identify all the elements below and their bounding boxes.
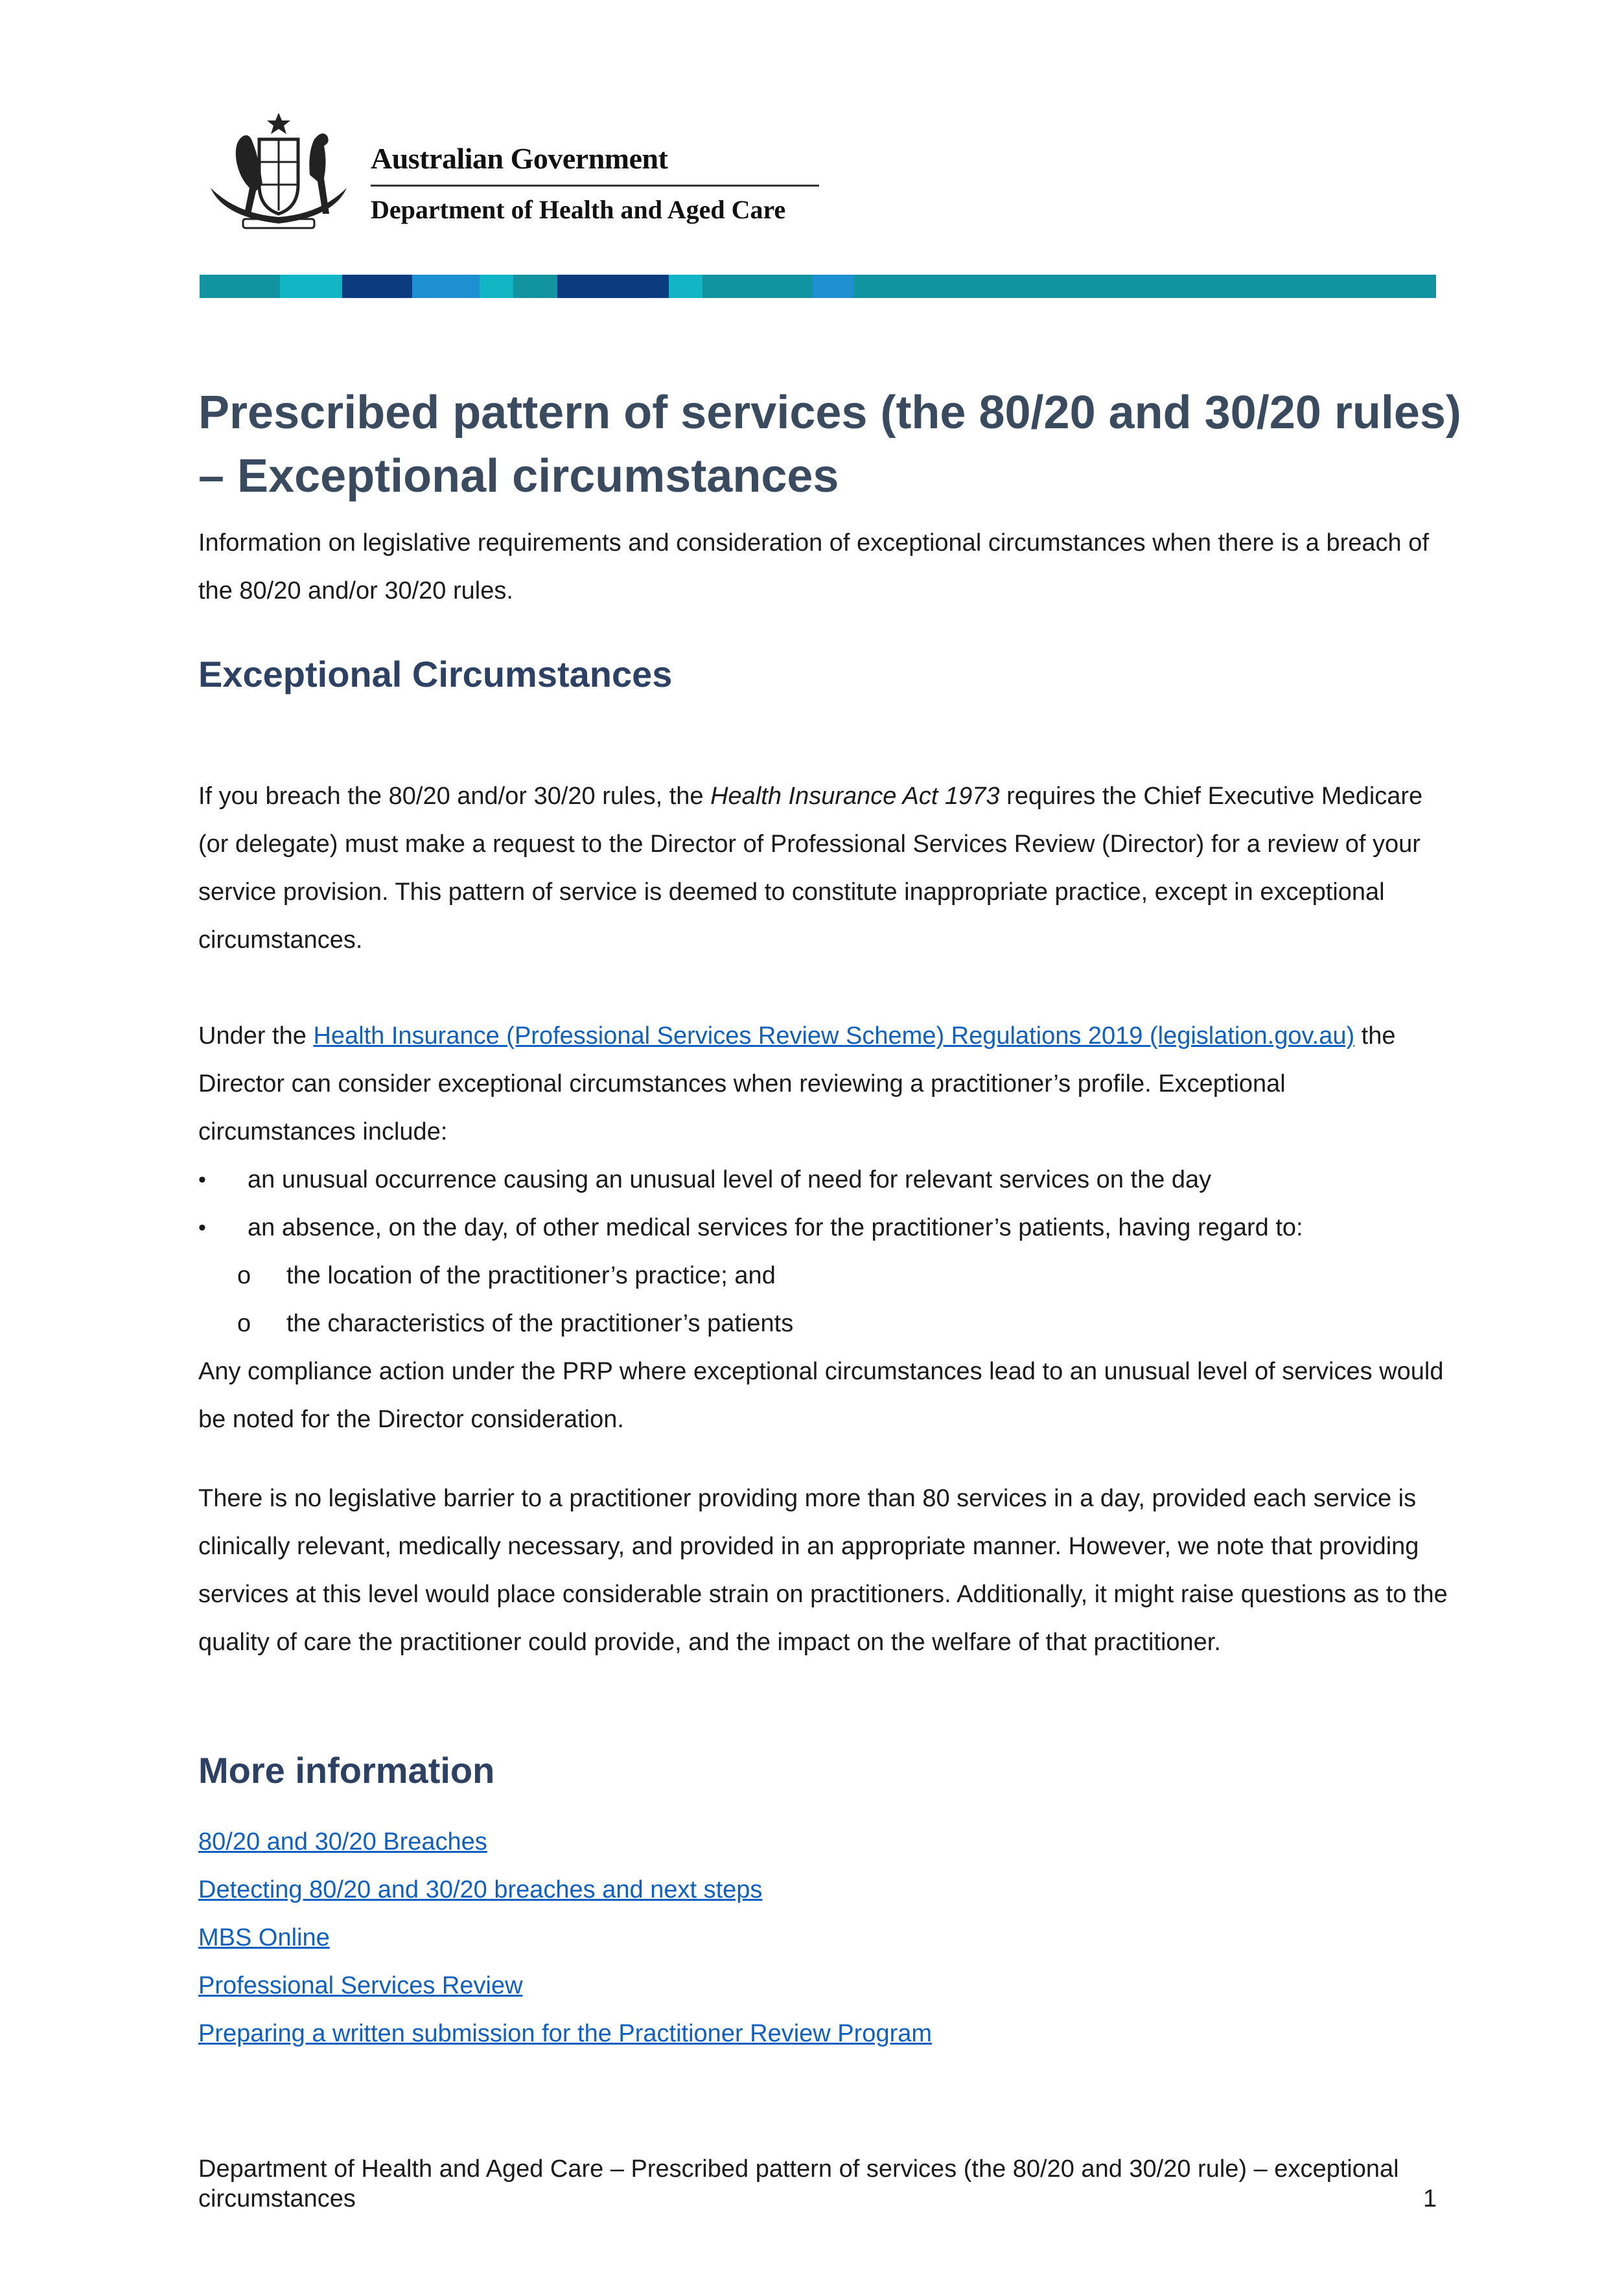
paragraph-text: If you breach the 80/20 and/or 30/20 rules, the bbox=[198, 783, 711, 810]
bullet-marker: • bbox=[198, 1167, 206, 1192]
band-segment bbox=[669, 275, 702, 298]
section-heading-exceptional: Exceptional Circumstances bbox=[198, 654, 673, 695]
paragraph-legislative-barrier: There is no legislative barrier to a practitioner providing more than 80 services in a day, provided each service is clinically relevant, medically necessary, and provided in an appropriate manner. However, we note that providing services at this level would place considerable strain on practitioners. Additionally, it might raise questions as to the quality of care the practitioner could provide, and the impact on the welfare of that practitioner. bbox=[198, 1485, 1448, 1656]
bullet-marker: • bbox=[198, 1215, 206, 1240]
band-segment bbox=[412, 275, 480, 298]
sub-bullet-text: the location of the practitioner’s practice; and bbox=[286, 1262, 776, 1289]
sub-bullet-marker: o bbox=[237, 1310, 251, 1337]
paragraph-text: the Director can consider exceptional circumstances when reviewing a practitioner’s profile. Exceptional circumstances include: bbox=[198, 1022, 1396, 1145]
link-breaches[interactable]: 80/20 and 30/20 Breaches bbox=[198, 1828, 487, 1855]
page-number: 1 bbox=[1423, 2185, 1437, 2212]
link-mbs-online[interactable]: MBS Online bbox=[198, 1924, 330, 1951]
paragraph-text: requires the Chief Executive Medicare (or delegate) must make a request to the Director of Professional Services Review (Director) for a review of your service provision. This pattern of service is deemed to constitute inappropriate practice, except in exceptional circumstances. bbox=[198, 783, 1423, 954]
link-written-submission[interactable]: Preparing a written submission for the Practitioner Review Program bbox=[198, 2020, 933, 2047]
sub-bullet-marker: o bbox=[237, 1262, 251, 1289]
band-segment bbox=[557, 275, 669, 298]
department-name: Department of Health and Aged Care bbox=[371, 195, 786, 224]
band-segment bbox=[854, 275, 1436, 298]
link-detecting-breaches[interactable]: Detecting 80/20 and 30/20 breaches and next steps bbox=[198, 1876, 763, 1903]
band-segment bbox=[280, 275, 342, 298]
band-segment bbox=[513, 275, 557, 298]
regulations-link[interactable]: Health Insurance (Professional Services Review Scheme) Regulations 2019 (legislation.gov.au) bbox=[313, 1022, 1355, 1050]
intro-paragraph: Information on legislative requirements and consideration of exceptional circumstances when there is a breach of the 80/20 and/or 30/20 rules. bbox=[198, 529, 1429, 604]
band-segment bbox=[702, 275, 813, 298]
act-name: Health Insurance Act 1973 bbox=[710, 783, 1000, 810]
band-segment bbox=[480, 275, 513, 298]
paragraph-regulations bbox=[198, 1012, 1449, 1156]
band-segment bbox=[342, 275, 412, 298]
paragraph-text: Under the bbox=[198, 1022, 314, 1050]
sub-bullet-text: the characteristics of the practitioner’s patients bbox=[286, 1310, 794, 1337]
coat-of-arms-logo bbox=[198, 110, 360, 233]
government-name: Australian Government bbox=[371, 142, 668, 175]
link-professional-services-review[interactable]: Professional Services Review bbox=[198, 1972, 523, 1999]
band-segment bbox=[200, 275, 280, 298]
band-segment bbox=[813, 275, 854, 298]
header-divider bbox=[371, 185, 819, 187]
section-heading-more-info: More information bbox=[198, 1750, 495, 1791]
page-footer: Department of Health and Aged Care – Prescribed pattern of services (the 80/20 and 30/20 rule) – exceptional circumstances bbox=[198, 2155, 1399, 2212]
bullet-text: an unusual occurrence causing an unusual level of need for relevant services on the day bbox=[248, 1166, 1212, 1193]
header-color-band bbox=[200, 275, 1436, 298]
page-title: Prescribed pattern of services (the 80/20 and 30/20 rules) – Exceptional circumstances bbox=[198, 387, 1461, 502]
paragraph-compliance: Any compliance action under the PRP where exceptional circumstances lead to an unusual level of services would be noted for the Director consideration. bbox=[198, 1358, 1444, 1433]
paragraph-act-requirement bbox=[198, 772, 1449, 964]
bullet-text: an absence, on the day, of other medical services for the practitioner’s patients, having regard to: bbox=[248, 1214, 1303, 1241]
